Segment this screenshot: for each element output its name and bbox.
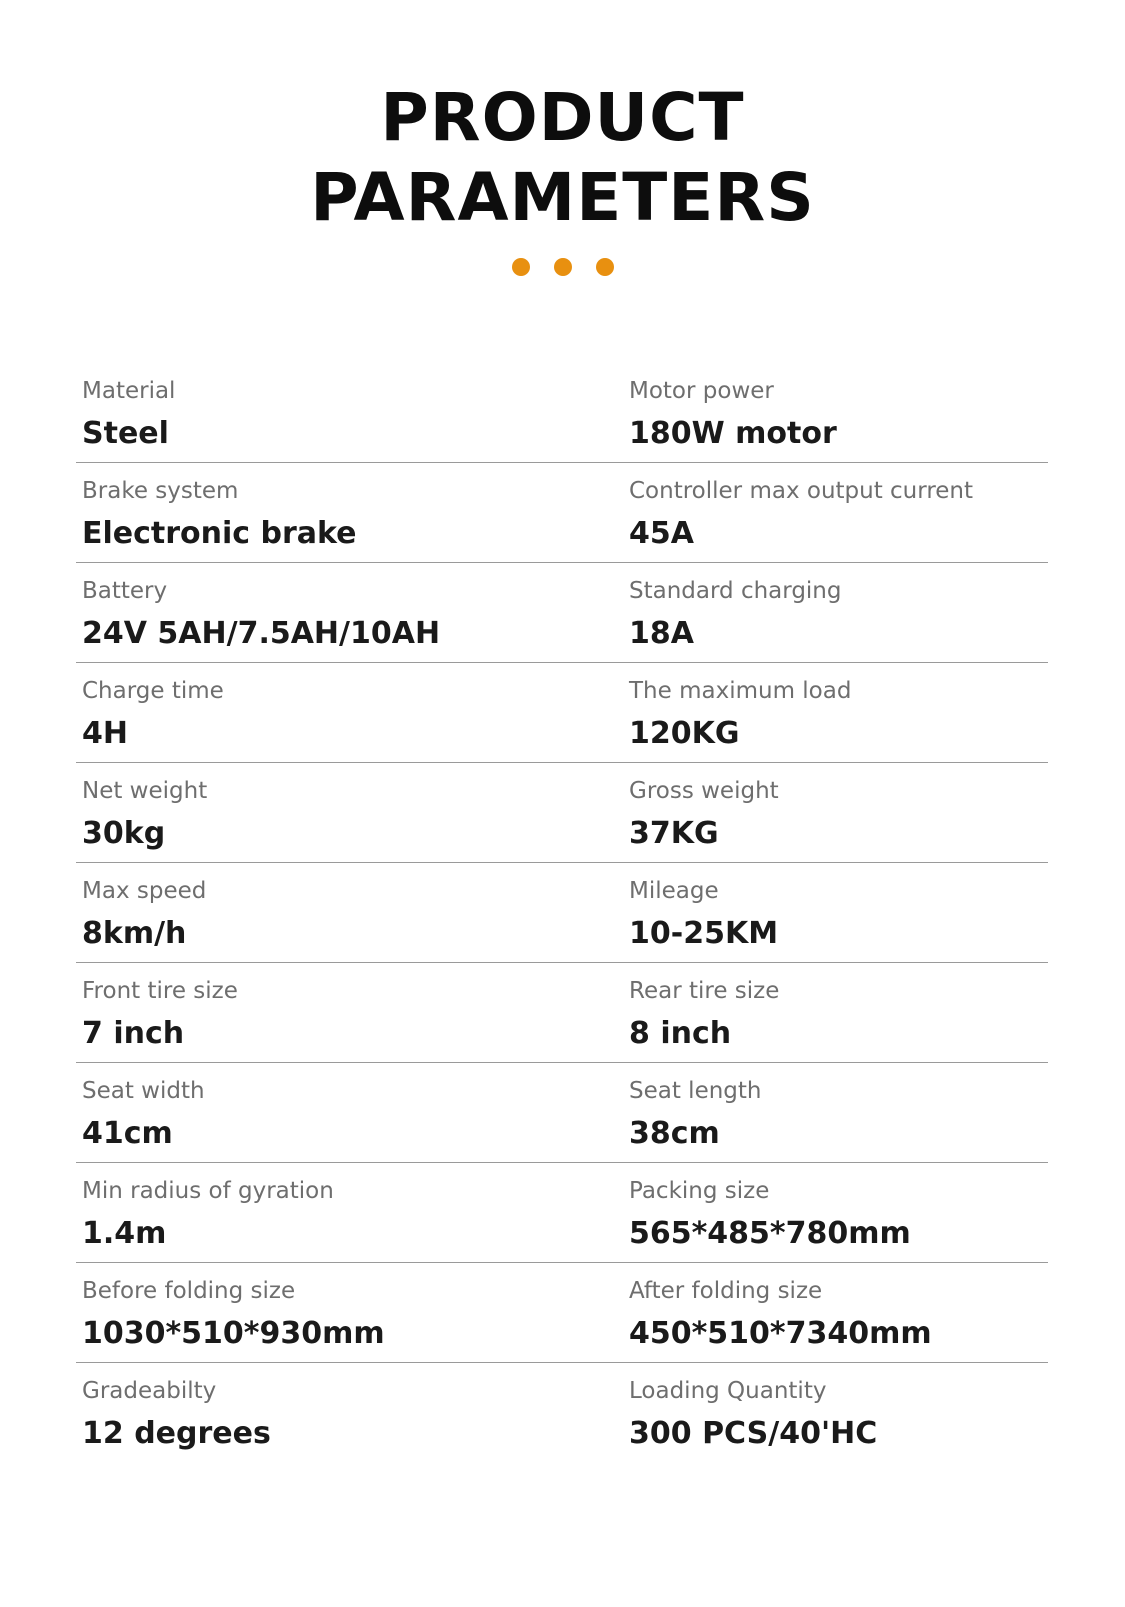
title-line-2: PARAMETERS bbox=[310, 159, 815, 236]
spec-cell bbox=[76, 863, 623, 962]
page-title bbox=[0, 78, 1125, 238]
spec-label: Front tire size bbox=[82, 978, 238, 1004]
spec-value: 18A bbox=[629, 616, 694, 651]
spec-cell bbox=[76, 763, 623, 862]
spec-cell bbox=[623, 1263, 1048, 1362]
spec-value: 180W motor bbox=[629, 416, 837, 451]
spec-row bbox=[76, 363, 1048, 463]
spec-value: 8 inch bbox=[629, 1016, 732, 1051]
spec-row bbox=[76, 763, 1048, 863]
spec-value: 1.4m bbox=[82, 1216, 167, 1251]
spec-cell bbox=[623, 1363, 1048, 1463]
dot-icon bbox=[554, 258, 572, 276]
spec-label: Rear tire size bbox=[629, 978, 780, 1004]
dot-icon bbox=[512, 258, 530, 276]
spec-value: 10-25KM bbox=[629, 916, 779, 951]
spec-label: Seat length bbox=[629, 1078, 762, 1104]
spec-row bbox=[76, 1363, 1048, 1463]
spec-value: 4H bbox=[82, 716, 128, 751]
spec-label: Controller max output current bbox=[629, 478, 974, 504]
spec-label: Loading Quantity bbox=[629, 1378, 827, 1404]
spec-value: 450*510*7340mm bbox=[629, 1316, 932, 1351]
spec-value: 30kg bbox=[82, 816, 166, 851]
spec-value: 38cm bbox=[629, 1116, 720, 1151]
spec-value: 1030*510*930mm bbox=[82, 1316, 385, 1351]
spec-value: 45A bbox=[629, 516, 694, 551]
spec-label: Before folding size bbox=[82, 1278, 296, 1304]
spec-label: Packing size bbox=[629, 1178, 770, 1204]
spec-label: Gradeabilty bbox=[82, 1378, 217, 1404]
spec-cell bbox=[76, 363, 623, 462]
spec-label: Charge time bbox=[82, 678, 224, 704]
spec-cell bbox=[623, 963, 1048, 1062]
spec-label: Motor power bbox=[629, 378, 774, 404]
spec-cell bbox=[623, 863, 1048, 962]
spec-label: After folding size bbox=[629, 1278, 823, 1304]
spec-row bbox=[76, 1163, 1048, 1263]
spec-label: Mileage bbox=[629, 878, 719, 904]
spec-label: Min radius of gyration bbox=[82, 1178, 334, 1204]
spec-label: Brake system bbox=[82, 478, 239, 504]
decorative-dots bbox=[0, 258, 1125, 276]
spec-cell bbox=[76, 1363, 623, 1463]
spec-value: 8km/h bbox=[82, 916, 187, 951]
spec-row bbox=[76, 1063, 1048, 1163]
spec-value: 41cm bbox=[82, 1116, 173, 1151]
spec-row bbox=[76, 963, 1048, 1063]
spec-label: The maximum load bbox=[629, 678, 852, 704]
spec-table bbox=[76, 363, 1048, 1463]
spec-cell bbox=[76, 663, 623, 762]
title-line-1: PRODUCT bbox=[380, 79, 745, 156]
spec-value: 12 degrees bbox=[82, 1416, 271, 1451]
spec-cell bbox=[76, 963, 623, 1062]
spec-label: Battery bbox=[82, 578, 168, 604]
spec-value: 7 inch bbox=[82, 1016, 185, 1051]
spec-label: Standard charging bbox=[629, 578, 842, 604]
spec-cell bbox=[623, 563, 1048, 662]
spec-row bbox=[76, 1263, 1048, 1363]
spec-cell bbox=[623, 763, 1048, 862]
spec-value: 565*485*780mm bbox=[629, 1216, 911, 1251]
spec-value: 24V 5AH/7.5AH/10AH bbox=[82, 616, 441, 651]
spec-cell bbox=[76, 563, 623, 662]
spec-value: Electronic brake bbox=[82, 516, 357, 551]
spec-cell bbox=[76, 1163, 623, 1262]
spec-label: Material bbox=[82, 378, 176, 404]
spec-row bbox=[76, 563, 1048, 663]
spec-value: 37KG bbox=[629, 816, 719, 851]
spec-cell bbox=[623, 663, 1048, 762]
spec-cell bbox=[623, 363, 1048, 462]
spec-value: 300 PCS/40'HC bbox=[629, 1416, 878, 1451]
spec-row bbox=[76, 863, 1048, 963]
spec-row bbox=[76, 663, 1048, 763]
spec-cell bbox=[76, 1263, 623, 1362]
spec-label: Seat width bbox=[82, 1078, 205, 1104]
spec-value: Steel bbox=[82, 416, 169, 451]
spec-cell bbox=[623, 1063, 1048, 1162]
spec-value: 120KG bbox=[629, 716, 740, 751]
spec-cell bbox=[623, 1163, 1048, 1262]
spec-label: Max speed bbox=[82, 878, 207, 904]
spec-cell bbox=[76, 1063, 623, 1162]
spec-label: Gross weight bbox=[629, 778, 779, 804]
spec-cell bbox=[623, 463, 1048, 562]
dot-icon bbox=[596, 258, 614, 276]
spec-row bbox=[76, 463, 1048, 563]
spec-label: Net weight bbox=[82, 778, 208, 804]
spec-cell bbox=[76, 463, 623, 562]
